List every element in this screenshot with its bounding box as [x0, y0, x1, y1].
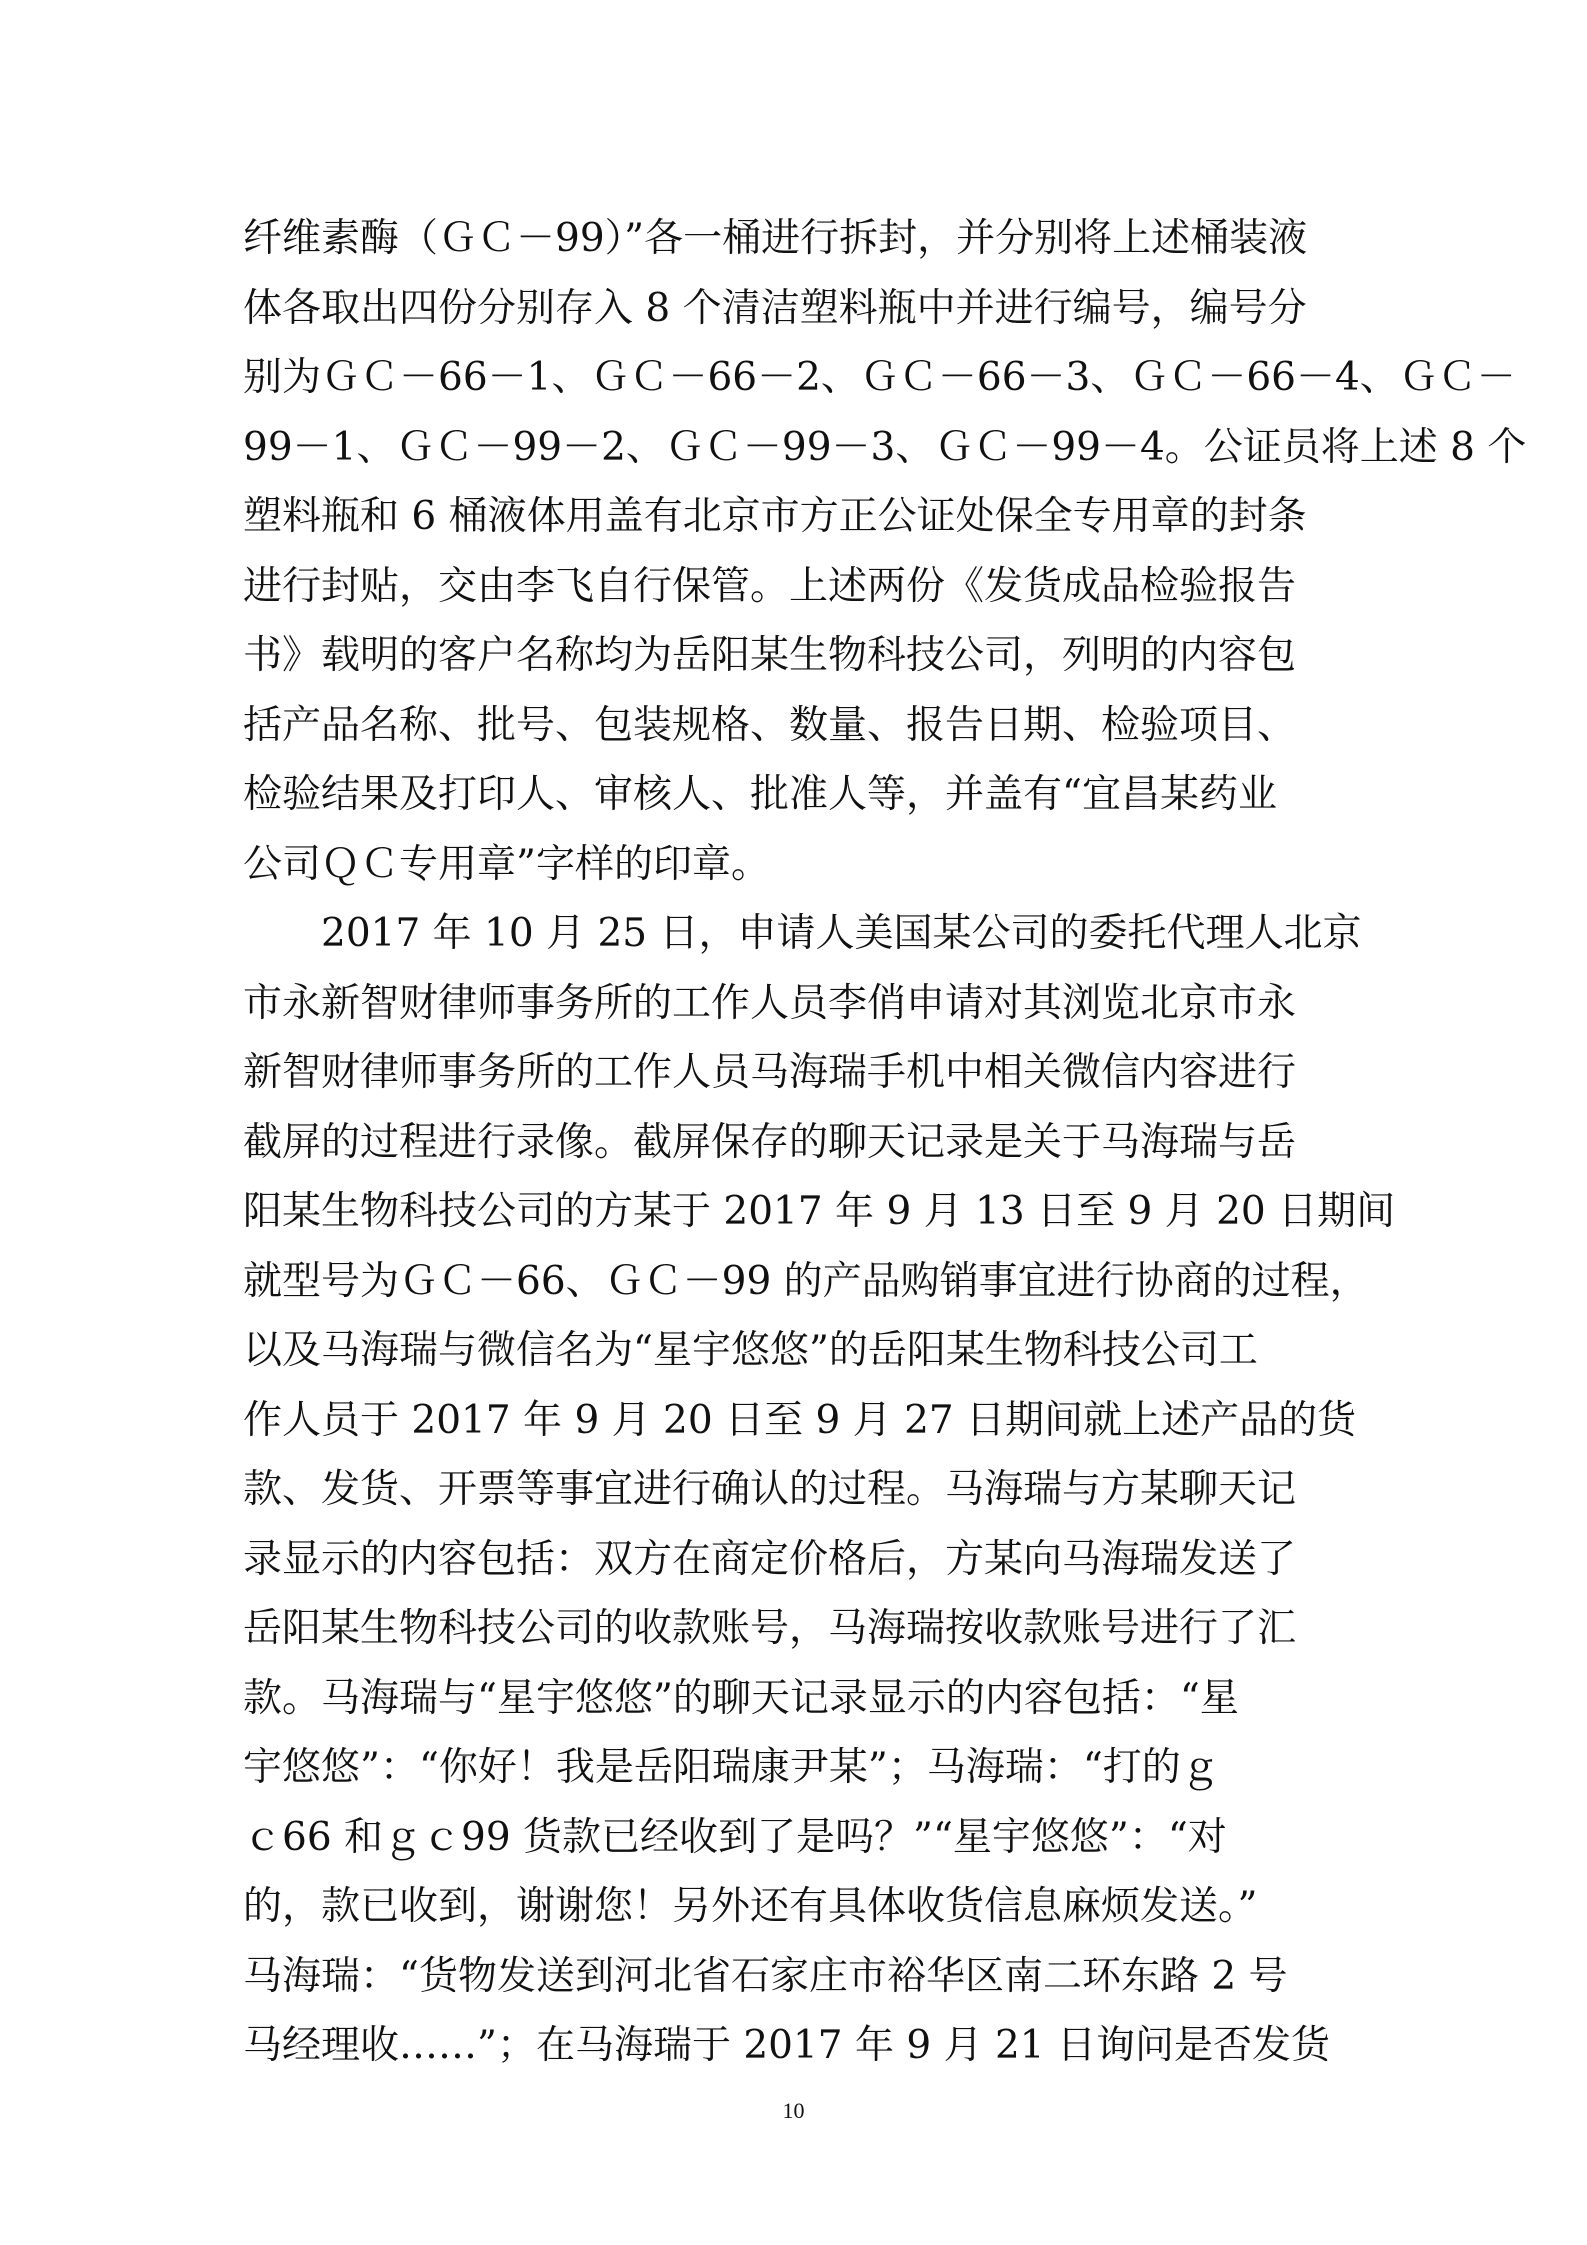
- text-line: 以及马海瑞与微信名为“星宇悠悠”的岳阳某生物科技公司工: [243, 1328, 1258, 1373]
- text-line: 新智财律师事务所的工作人员马海瑞手机中相关微信内容进行: [243, 1050, 1297, 1095]
- body-text: [243, 204, 1527, 2081]
- text-line: 书》载明的客户名称均为岳阳某生物科技公司，列明的内容包: [243, 633, 1297, 678]
- text-line: 宇悠悠”：“你好！我是岳阳瑞康尹某”；马海瑞：“打的ｇ: [243, 1745, 1220, 1790]
- paragraph-start-line: 2017 年 10 月 25 日，申请人美国某公司的委托代理人北京: [321, 911, 1362, 956]
- text-line: 的，款已收到，谢谢您！另外还有具体收货信息麻烦发送。”: [243, 1884, 1258, 1929]
- text-line: 99－1、ＧＣ－99－2、ＧＣ－99－3、ＧＣ－99－4。公证员将上述 8 个: [243, 424, 1527, 470]
- text-line: 公司ＱＣ专用章”字样的印章。: [243, 841, 770, 887]
- text-line: 进行封贴，交由李飞自行保管。上述两份《发货成品检验报告: [243, 563, 1297, 609]
- text-line: 检验结果及打印人、审核人、批准人等，并盖有“宜昌某药业: [243, 772, 1277, 817]
- text-line: 录显示的内容包括：双方在商定价格后，方某向马海瑞发送了: [243, 1536, 1297, 1582]
- text-line: 马海瑞：“货物发送到河北省石家庄市裕华区南二环东路 2 号: [243, 1953, 1288, 1999]
- text-line: 就型号为ＧＣ－66、ＧＣ－99 的产品购销事宜进行协商的过程，: [243, 1258, 1369, 1304]
- text-line: 阳某生物科技公司的方某于 2017 年 9 月 13 日至 9 月 20 日期间: [243, 1189, 1396, 1234]
- text-line: 岳阳某生物科技公司的收款账号，马海瑞按收款账号进行了汇: [243, 1606, 1297, 1651]
- text-line: 别为ＧＣ－66－1、ＧＣ－66－2、ＧＣ－66－3、ＧＣ－66－4、ＧＣ－: [243, 355, 1516, 400]
- text-line: 括产品名称、批号、包装规格、数量、报告日期、检验项目、: [243, 702, 1297, 748]
- text-line: 款、发货、开票等事宜进行确认的过程。马海瑞与方某聊天记: [243, 1467, 1297, 1512]
- page-number: 10: [782, 2098, 805, 2123]
- text-line: 截屏的过程进行录像。截屏保存的聊天记录是关于马海瑞与岳: [243, 1119, 1297, 1165]
- text-line: 马经理收……”；在马海瑞于 2017 年 9 月 21 日询问是否发货: [243, 2023, 1331, 2068]
- text-line: ｃ66 和ｇｃ99 货款已经收到了是吗？”“星宇悠悠”：“对: [243, 1814, 1227, 1860]
- text-line: 纤维素酶（ＧＣ－99）”各一桶进行拆封，并分别将上述桶装液: [243, 216, 1308, 261]
- text-line: 作人员于 2017 年 9 月 20 日至 9 月 27 日期间就上述产品的货: [243, 1397, 1357, 1443]
- text-line: 体各取出四份分别存入 8 个清洁塑料瓶中并进行编号，编号分: [243, 285, 1307, 331]
- text-line: 市永新智财律师事务所的工作人员李俏申请对其浏览北京市永: [243, 980, 1297, 1026]
- text-line: 塑料瓶和 6 桶液体用盖有北京市方正公证处保全专用章的封条: [243, 494, 1307, 539]
- text-line: 款。马海瑞与“星宇悠悠”的聊天记录显示的内容包括：“星: [243, 1675, 1239, 1721]
